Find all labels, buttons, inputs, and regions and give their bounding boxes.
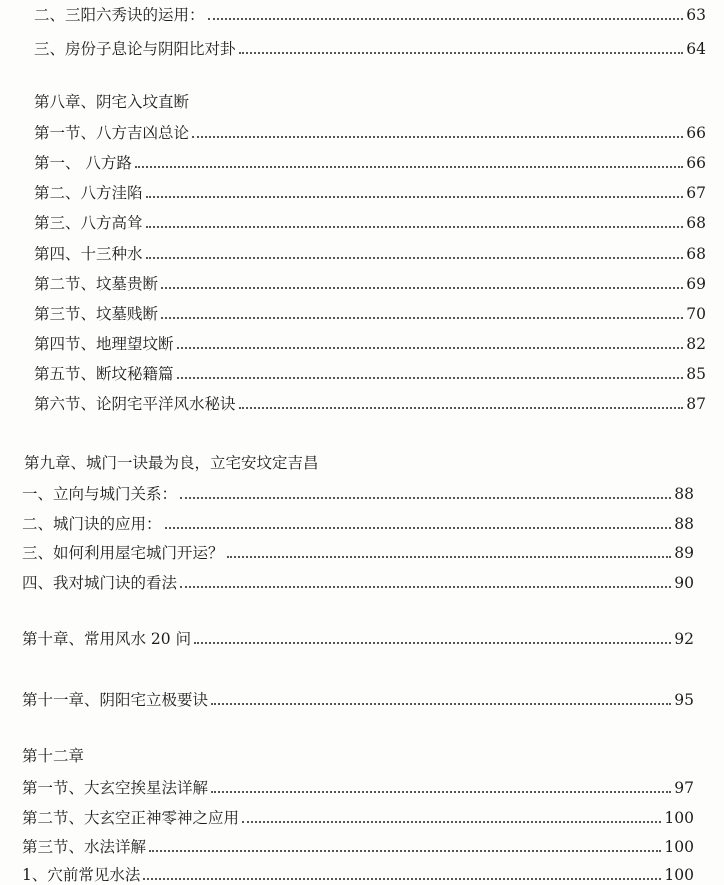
toc-entry	[0, 301, 724, 323]
toc-entry-page: 66	[686, 124, 706, 142]
toc-entry	[0, 570, 712, 592]
chapter-heading-label: 第八章、阴宅入坟直断	[34, 93, 190, 111]
chapter-heading-label: 第九章、城门一诀最为良，立宅安坟定吉昌	[24, 454, 319, 472]
leader-dots	[227, 556, 672, 558]
toc-entry-label: 第四节、地理望坟断	[34, 335, 174, 353]
toc-entry	[0, 511, 712, 533]
leader-dots	[161, 317, 683, 319]
toc-entry	[0, 687, 712, 709]
toc-entry	[0, 120, 724, 142]
leader-dots	[146, 226, 684, 228]
toc-entry-label: 第二、八方洼陷	[34, 184, 143, 202]
toc-entry-page: 97	[674, 779, 694, 797]
toc-entry-label: 第二节、大玄空正神零神之应用	[22, 809, 240, 827]
leader-dots	[211, 791, 671, 793]
toc-entry	[0, 150, 724, 172]
toc-entry-page: 63	[686, 6, 706, 24]
toc-entry	[0, 540, 712, 562]
chapter-heading	[0, 89, 706, 111]
leader-dots	[146, 257, 684, 259]
leader-dots	[239, 52, 684, 54]
toc-entry-label: 第三、八方高耸	[34, 214, 143, 232]
toc-entry	[0, 210, 724, 232]
toc-entry-page: 69	[686, 275, 706, 293]
leader-dots	[239, 407, 684, 409]
leader-dots	[180, 497, 671, 499]
leader-dots	[165, 527, 672, 529]
leader-dots	[177, 377, 684, 379]
toc-entry-page: 64	[686, 40, 706, 58]
toc-entry-page: 92	[674, 630, 694, 648]
leader-dots	[135, 166, 683, 168]
leader-dots	[180, 586, 671, 588]
toc-entry-label: 三、房份子息论与阴阳比对卦	[34, 40, 236, 58]
toc-entry-label: 一、立向与城门关系：	[22, 485, 178, 503]
leader-dots	[161, 287, 683, 289]
leader-dots	[149, 850, 661, 852]
leader-dots	[192, 136, 683, 138]
toc-entry-page: 67	[686, 184, 706, 202]
toc-entry	[0, 271, 724, 293]
leader-dots	[177, 347, 684, 349]
toc-entry-page: 68	[686, 245, 706, 263]
toc-entry-label: 第十章、常用风水 20 问	[22, 630, 192, 648]
toc-entry	[0, 36, 724, 58]
toc-entry-label: 第三节、坟墓贱断	[34, 305, 159, 323]
toc-entry-label: 第三节、水法详解	[22, 838, 147, 856]
toc-entry-label: 1、穴前常见水法	[22, 866, 141, 884]
toc-entry-page: 70	[686, 305, 706, 323]
toc-entry-page: 88	[674, 485, 694, 503]
toc-entry-label: 第一、 八方路	[34, 154, 132, 172]
chapter-heading-label: 第十二章	[22, 747, 85, 765]
toc-entry-label: 三、如何利用屋宅城门开运？	[22, 544, 224, 562]
toc-entry	[0, 481, 712, 503]
toc-entry-label: 第六节、论阴宅平洋风水秘诀	[34, 395, 236, 413]
leader-dots	[194, 642, 671, 644]
toc-entry-page: 68	[686, 214, 706, 232]
chapter-heading	[0, 450, 696, 472]
toc-entry	[0, 626, 712, 648]
toc-entry-page: 89	[674, 544, 694, 562]
toc-entry	[0, 805, 712, 827]
leader-dots	[208, 18, 684, 20]
leader-dots	[143, 878, 661, 880]
toc-entry-label: 第一节、大玄空挨星法详解	[22, 779, 209, 797]
toc-entry-label: 第十一章、阴阳宅立极要诀	[22, 691, 209, 709]
leader-dots	[242, 821, 661, 823]
toc-entry-label: 四、我对城门诀的看法	[22, 574, 178, 592]
toc-entry	[0, 331, 724, 353]
toc-entry-page: 100	[664, 866, 694, 884]
toc-entry	[0, 180, 724, 202]
toc-entry	[0, 2, 724, 24]
toc-entry	[0, 391, 724, 413]
toc-entry-label: 第一节、八方吉凶总论	[34, 124, 190, 142]
toc-entry	[0, 862, 712, 884]
toc-entry	[0, 775, 712, 797]
toc-entry-page: 82	[686, 335, 706, 353]
toc-entry-page: 88	[674, 515, 694, 533]
chapter-heading	[0, 743, 694, 765]
toc-entry-page: 100	[664, 838, 694, 856]
leader-dots	[146, 196, 684, 198]
toc-entry	[0, 834, 712, 856]
toc-entry-label: 二、三阳六秀诀的运用：	[34, 6, 205, 24]
toc-entry-page: 66	[686, 154, 706, 172]
toc-entry-label: 二、城门诀的应用：	[22, 515, 162, 533]
toc-entry	[0, 361, 724, 383]
toc-entry-page: 85	[686, 365, 706, 383]
toc-entry	[0, 241, 724, 263]
toc-entry-page: 95	[674, 691, 694, 709]
toc-entry-label: 第四、十三种水	[34, 245, 143, 263]
toc-entry-page: 87	[686, 395, 706, 413]
toc-entry-label: 第二节、坟墓贵断	[34, 275, 159, 293]
leader-dots	[211, 703, 671, 705]
toc-entry-page: 90	[674, 574, 694, 592]
toc-entry-label: 第五节、断坟秘籍篇	[34, 365, 174, 383]
toc-entry-page: 100	[664, 809, 694, 827]
